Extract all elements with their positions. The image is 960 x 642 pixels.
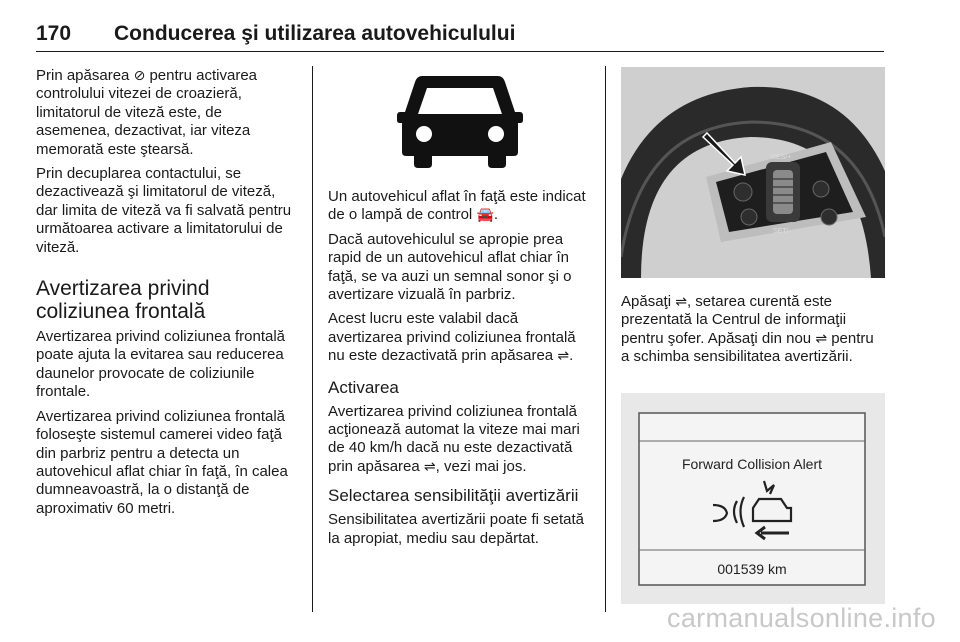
dic-title: Forward Collision Alert [681, 456, 823, 472]
vehicle-ahead-icon: 🚘 [476, 207, 494, 224]
paragraph-fca-intro: Avertizarea privind coliziunea frontală poate ajuta la evitarea sau reducerea daunelor provocate de coliziunile frontale. [36, 328, 286, 401]
paragraph-activation: Avertizarea privind coliziunea frontală acţionează automat la viteze mai mari de 40 km/h dacă nu este dezactivată prin apăsarea ⇌, vezi mai jos. [328, 402, 580, 475]
paragraph-valid-if: Acest lucru este valabil dacă avertizarea privind coliziunea frontală nu este dezactivată prin apăsarea ⇌. [328, 310, 576, 365]
column-2 [328, 188, 594, 554]
section-heading-activation: Activarea [328, 377, 399, 397]
header-rule [36, 51, 884, 52]
section-heading-fca: Avertizarea privind coliziunea frontală [36, 277, 210, 324]
collision-alert-button-icon: ⇌ [423, 458, 436, 475]
set-label: SET/- [773, 228, 791, 235]
page-title: Conducerea şi utilizarea autovehiculului [114, 22, 516, 45]
section-heading-sensitivity: Selectarea sensibilităţii avertizării [328, 486, 579, 506]
paragraph-cruise-cancel: Prin apăsarea ⊘ pentru activarea controlului vitezei de croazieră, limitatorul de viteză este, de asemenea, dezactivat, iar viteza memorată este ştearsă. [36, 67, 258, 158]
steering-wheel-controls-illustration [621, 67, 885, 278]
collision-alert-button-icon: ⇌ [557, 348, 570, 365]
page-number: 170 [36, 22, 72, 45]
vehicle-ahead-icon [327, 68, 592, 174]
paragraph-approach-warning: Dacă autovehiculul se apropie prea rapid de un autovehicul aflat chiar în faţă, se va auzi un semnal sonor şi o avertizare vizuală în parbriz. [328, 230, 572, 304]
page-header [0, 0, 960, 52]
odometer-readout: 001539 km [717, 561, 787, 577]
collision-alert-button-icon: ⇌ [815, 330, 828, 347]
column-divider-2 [605, 66, 606, 612]
steering-wheel-image [621, 67, 885, 278]
collision-alert-button-icon: ⇌ [675, 294, 687, 310]
paragraph-vehicle-ahead: Un autovehicul aflat în faţă este indicat de o lampă de control 🚘. [328, 188, 586, 224]
vehicle-ahead-symbol-image [327, 68, 592, 174]
column-3 [621, 293, 883, 373]
watermark: carmanualsonline.info [667, 603, 936, 633]
paragraph-fca-camera: Avertizarea privind coliziunea frontală foloseşte sistemul camerei video faţă din parbriz pentru a detecta un autovehicul aflat chiar în faţă, în calea dumneavoastră, la o distanţă de aproximativ 60 metri. [36, 407, 288, 517]
paragraph-sensitivity: Sensibilitatea avertizării poate fi setată la apropiat, mediu sau depărtat. [328, 511, 584, 547]
res-label: RES/+ [771, 154, 792, 161]
paragraph-ignition-off: Prin decuplarea contactului, se dezactivează şi limitatorul de viteză, dar limita de viteză va fi salvată pentru următoarea activare a limitatorului de viteză. [36, 165, 292, 256]
dic-screen [621, 393, 885, 604]
cruise-cancel-icon: ⊘ [133, 68, 146, 84]
driver-info-center-image [621, 393, 885, 604]
column-divider-1 [312, 66, 313, 612]
paragraph-press-button: Apăsaţi ⇌, setarea curentă este prezentată la Centrul de informaţii pentru şofer. Apăsaţi din nou ⇌ pentru a schimba sensibilitatea avertizării. [621, 293, 874, 366]
column-1 [36, 67, 300, 524]
